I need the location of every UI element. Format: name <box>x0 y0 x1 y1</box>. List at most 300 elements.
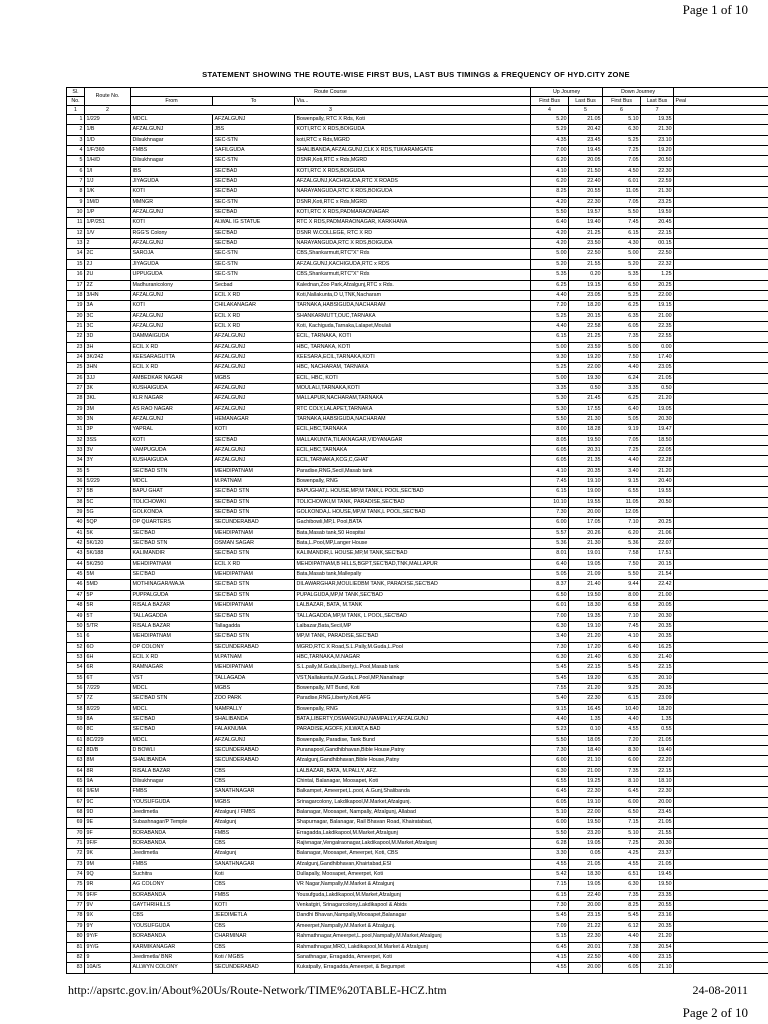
via-cell: CBS,Shankarmutt,RTC"X" Rds <box>295 270 531 280</box>
table-row <box>67 508 768 518</box>
from-cell: MDCL <box>131 115 213 125</box>
route-no-cell: 2 <box>85 239 131 249</box>
sl-no-cell: 40 <box>67 518 85 528</box>
up-first-bus-cell: 5.15 <box>531 932 569 942</box>
sl-no-cell: 66 <box>67 787 85 797</box>
table-row <box>67 580 768 590</box>
from-cell: FMBS <box>131 787 213 797</box>
down-last-bus-cell: 20.25 <box>641 518 674 528</box>
route-no-cell: 5R <box>85 601 131 611</box>
peak-freq-cell <box>674 621 768 631</box>
sl-no-cell: 32 <box>67 435 85 445</box>
sl-no-cell: 70 <box>67 828 85 838</box>
route-no-cell: 5K/188 <box>85 549 131 559</box>
via-cell: Bata,Masab tank,S0 Hospital <box>295 528 531 538</box>
up-first-bus-cell: 6.15 <box>531 890 569 900</box>
up-first-bus-cell: 6.00 <box>531 756 569 766</box>
via-cell: Rahmathnagar,Ameerpet,L.pool,Nampally,M.Market,Afzalgunj <box>295 932 531 942</box>
up-last-bus-cell: 20.26 <box>569 528 603 538</box>
to-cell: SECUNDERABAD <box>213 963 295 973</box>
from-cell: MDCL <box>131 735 213 745</box>
table-row <box>67 932 768 942</box>
route-no-cell: 8R <box>85 766 131 776</box>
route-no-cell: 9E <box>85 818 131 828</box>
down-first-bus-cell: 6.35 <box>603 311 641 321</box>
down-first-bus-cell: 3.40 <box>603 466 641 476</box>
sl-no-cell: 61 <box>67 735 85 745</box>
up-first-bus-cell: 6.01 <box>531 601 569 611</box>
route-no-cell: 9Q <box>85 870 131 880</box>
table-row <box>67 745 768 755</box>
down-first-bus-cell: 4.40 <box>603 932 641 942</box>
to-cell: AFZALGUNJ <box>213 456 295 466</box>
peak-freq-cell <box>674 321 768 331</box>
up-first-bus-cell: 6.05 <box>531 797 569 807</box>
route-no-cell: 8/229 <box>85 704 131 714</box>
via-cell: ECIL,HBC,TARNAKA <box>295 446 531 456</box>
route-no-cell: 9A <box>85 777 131 787</box>
sl-no-cell: 15 <box>67 259 85 269</box>
from-cell: SHALIBANDA <box>131 756 213 766</box>
via-cell: NARAYANGUDA,RTC X RDS,BOIGUDA <box>295 187 531 197</box>
table-row <box>67 218 768 228</box>
table-row <box>67 352 768 362</box>
from-cell: Jeedimetla/ BNR <box>131 952 213 962</box>
up-last-bus-cell: 0.20 <box>569 270 603 280</box>
sl-no-cell: 78 <box>67 911 85 921</box>
sl-no-cell: 1 <box>67 115 85 125</box>
down-first-bus-cell: 5.10 <box>603 828 641 838</box>
via-cell: Bata,L.Pool,MP,Langer House <box>295 539 531 549</box>
down-first-bus-cell: 5.25 <box>603 290 641 300</box>
down-first-bus-cell: 7.05 <box>603 197 641 207</box>
down-last-bus-cell: 23.25 <box>641 197 674 207</box>
up-last-bus-cell: 19.20 <box>569 352 603 362</box>
route-no-cell: 2J <box>85 259 131 269</box>
from-cell: SEC'BAD STN <box>131 694 213 704</box>
up-last-bus-cell: 19.30 <box>569 373 603 383</box>
up-last-bus-cell: 22.15 <box>569 663 603 673</box>
to-cell: Afzalgunj <box>213 818 295 828</box>
table-row <box>67 228 768 238</box>
to-cell: JBS <box>213 125 295 135</box>
down-last-bus-cell: 21.00 <box>641 590 674 600</box>
down-last-bus-cell: 18.10 <box>641 777 674 787</box>
route-no-cell: 1/J <box>85 177 131 187</box>
peak-freq-cell <box>674 115 768 125</box>
sl-no-cell: 6 <box>67 166 85 176</box>
sl-no-cell: 37 <box>67 487 85 497</box>
table-row <box>67 942 768 952</box>
via-cell: DSNR,Koti,RTC x Rds,MGRD <box>295 156 531 166</box>
peak-freq-cell <box>674 559 768 569</box>
up-first-bus-cell: 6.00 <box>531 818 569 828</box>
table-row <box>67 890 768 900</box>
sl-no-cell: 17 <box>67 280 85 290</box>
down-last-bus-cell: 22.05 <box>641 446 674 456</box>
down-first-bus-cell: 7.35 <box>603 766 641 776</box>
up-last-bus-cell: 19.20 <box>569 673 603 683</box>
up-last-bus-cell: 18.30 <box>569 870 603 880</box>
down-first-bus-cell: 5.10 <box>603 115 641 125</box>
via-cell: KALIMANDIR,L HOUSE,MP,M TANK,SEC'BAD <box>295 549 531 559</box>
down-last-bus-cell: 21.10 <box>641 963 674 973</box>
up-last-bus-cell: 19.57 <box>569 208 603 218</box>
up-first-bus-cell: 5.50 <box>531 828 569 838</box>
table-row <box>67 683 768 693</box>
route-no-cell: 2Z <box>85 280 131 290</box>
down-last-bus-cell: 22.59 <box>641 177 674 187</box>
table-row <box>67 611 768 621</box>
up-first-bus-cell: 6.15 <box>531 332 569 342</box>
down-last-bus-cell: 21.54 <box>641 570 674 580</box>
table-row <box>67 952 768 962</box>
down-first-bus-cell: 4.25 <box>603 849 641 859</box>
table-row <box>67 187 768 197</box>
to-cell: SEC'BAD <box>213 208 295 218</box>
sl-no-cell: 45 <box>67 570 85 580</box>
sl-no-cell: 52 <box>67 642 85 652</box>
to-cell: MEHDIPATNAM <box>213 601 295 611</box>
page-number-bottom: Page 2 of 10 <box>682 1005 748 1020</box>
route-no-cell: 5B <box>85 487 131 497</box>
down-last-bus-cell: 23.05 <box>641 363 674 373</box>
up-last-bus-cell: 18.30 <box>569 601 603 611</box>
up-last-bus-cell: 21.05 <box>569 859 603 869</box>
up-last-bus-header: Last Bus <box>569 97 603 106</box>
sl-no-cell: 13 <box>67 239 85 249</box>
peak-freq-cell <box>674 477 768 487</box>
to-cell: CHILAKANAGAR <box>213 301 295 311</box>
peak-freq-cell <box>674 508 768 518</box>
down-last-bus-cell: 21.05 <box>641 735 674 745</box>
to-cell: FALAKNUMA <box>213 725 295 735</box>
via-cell: NARAYANGUDA,RTC X RDS,BOIGUDA <box>295 239 531 249</box>
peak-freq-cell <box>674 890 768 900</box>
down-last-bus-cell: 23.10 <box>641 135 674 145</box>
up-last-bus-cell: 20.42 <box>569 125 603 135</box>
from-cell: RISALA BAZAR <box>131 621 213 631</box>
from-cell: YOUSUFGUDA <box>131 921 213 931</box>
down-first-bus-cell: 8.10 <box>603 777 641 787</box>
table-row <box>67 332 768 342</box>
table-row <box>67 456 768 466</box>
via-cell: Dandhi Bhavan,Nampally,Moosapet,Balanagar <box>295 911 531 921</box>
down-first-bus-cell: 7.25 <box>603 146 641 156</box>
down-last-bus-cell: 19.47 <box>641 425 674 435</box>
from-cell: TALLAGADDA <box>131 611 213 621</box>
sl-no-cell: 80 <box>67 932 85 942</box>
down-first-bus-cell: 7.10 <box>603 611 641 621</box>
to-cell: MGBS <box>213 797 295 807</box>
via-cell: VST,Nallakunta,M.Guda,L.Pool,MP,Nanalnagr <box>295 673 531 683</box>
to-cell: SHALIBANDA <box>213 714 295 724</box>
route-no-cell: 3D <box>85 332 131 342</box>
up-first-bus-cell: 7.30 <box>531 642 569 652</box>
col-num-blank <box>674 106 768 115</box>
peak-freq-cell <box>674 683 768 693</box>
down-first-bus-cell: 7.58 <box>603 549 641 559</box>
to-cell: CBS <box>213 921 295 931</box>
up-first-bus-cell: 5.00 <box>531 373 569 383</box>
peak-freq-cell <box>674 414 768 424</box>
table-row <box>67 621 768 631</box>
up-first-bus-cell: 4.35 <box>531 135 569 145</box>
down-first-bus-cell: 9.15 <box>603 477 641 487</box>
table-row <box>67 166 768 176</box>
route-no-cell: 9R <box>85 880 131 890</box>
up-last-bus-cell: 20.00 <box>569 508 603 518</box>
to-cell: NAMPALLY <box>213 704 295 714</box>
table-row <box>67 911 768 921</box>
from-cell: D BOWLI <box>131 745 213 755</box>
from-cell: SEC'BAD <box>131 725 213 735</box>
up-first-bus-cell: 5.42 <box>531 870 569 880</box>
table-row <box>67 208 768 218</box>
to-cell: SEC'BAD <box>213 228 295 238</box>
col-num-2: 2 <box>85 106 131 115</box>
route-no-cell: 9Y/G <box>85 942 131 952</box>
from-cell: SEC'BAD <box>131 714 213 724</box>
down-last-bus-cell: 22.50 <box>641 249 674 259</box>
to-cell: ALWAL IG STATUE <box>213 218 295 228</box>
table-row <box>67 115 768 125</box>
up-first-bus-cell: 7.09 <box>531 921 569 931</box>
up-last-bus-cell: 20.15 <box>569 311 603 321</box>
down-first-bus-cell: 6.00 <box>603 797 641 807</box>
table-row <box>67 963 768 973</box>
sl-no-cell: 20 <box>67 311 85 321</box>
up-last-bus-cell: 22.58 <box>569 321 603 331</box>
from-cell: KALIMANDIR <box>131 549 213 559</box>
up-first-bus-cell: 3.35 <box>531 383 569 393</box>
down-first-bus-cell: 8.30 <box>603 745 641 755</box>
down-first-bus-cell: 5.20 <box>603 259 641 269</box>
route-no-cell: 3Y <box>85 456 131 466</box>
table-row <box>67 497 768 507</box>
down-last-bus-cell: 20.00 <box>641 797 674 807</box>
from-cell: AFZALGUNJ <box>131 290 213 300</box>
to-cell: SANATHNAGAR <box>213 859 295 869</box>
down-first-bus-cell: 9.19 <box>603 425 641 435</box>
sl-no-cell: 39 <box>67 508 85 518</box>
table-row <box>67 487 768 497</box>
peak-freq-cell <box>674 745 768 755</box>
table-row <box>67 528 768 538</box>
route-no-cell: 6H <box>85 652 131 662</box>
up-last-bus-cell: 21.20 <box>569 683 603 693</box>
to-cell: AFZALGUNJ <box>213 446 295 456</box>
to-cell: SEC-STN <box>213 156 295 166</box>
from-cell: ECIL X RD <box>131 342 213 352</box>
sl-no-cell: 27 <box>67 383 85 393</box>
via-cell: SHANKARMUTT,OUC,TARNAKA <box>295 311 531 321</box>
via-cell: Bowenpally, MT Bund, Koti <box>295 683 531 693</box>
up-first-bus-cell: 5.05 <box>531 570 569 580</box>
table-row <box>67 259 768 269</box>
route-no-cell: 5 <box>85 466 131 476</box>
peak-freq-cell <box>674 756 768 766</box>
up-last-bus-cell: 17.05 <box>569 518 603 528</box>
from-cell: MEHDIPATNAM <box>131 632 213 642</box>
down-last-bus-cell: 20.55 <box>641 901 674 911</box>
table-row <box>67 663 768 673</box>
peak-freq-cell <box>674 828 768 838</box>
sl-no-cell: 65 <box>67 777 85 787</box>
up-last-bus-cell: 21.40 <box>569 580 603 590</box>
table-row <box>67 787 768 797</box>
up-last-bus-cell: 19.05 <box>569 880 603 890</box>
route-no-header: Route No. <box>85 88 131 106</box>
table-row <box>67 321 768 331</box>
route-no-cell: 1/K <box>85 187 131 197</box>
peak-freq-cell <box>674 280 768 290</box>
up-first-bus-cell: 7.15 <box>531 880 569 890</box>
down-last-bus-cell: 20.50 <box>641 497 674 507</box>
via-cell: BATA,LIBERTY,OSMANGUNJ,NAMPALLY,AFZALGUNJ <box>295 714 531 724</box>
column-number-row <box>67 106 768 115</box>
up-last-bus-cell: 19.01 <box>569 549 603 559</box>
peak-freq-cell <box>674 270 768 280</box>
table-row <box>67 735 768 745</box>
up-first-bus-cell: 6.45 <box>531 787 569 797</box>
from-cell: MEHDIPATNAM <box>131 559 213 569</box>
from-cell: KARMIKANAGAR <box>131 942 213 952</box>
sl-no-cell: 8 <box>67 187 85 197</box>
sl-no-cell: 82 <box>67 952 85 962</box>
to-cell: MEHDIPATNAM <box>213 466 295 476</box>
up-last-bus-cell: 19.10 <box>569 477 603 487</box>
from-cell: UPPUGUDA <box>131 270 213 280</box>
down-first-bus-cell: 4.30 <box>603 239 641 249</box>
table-row <box>67 652 768 662</box>
down-first-bus-cell: 6.50 <box>603 808 641 818</box>
via-cell: HBC, TARNAKA, KOTI <box>295 342 531 352</box>
up-last-bus-cell: 23.59 <box>569 342 603 352</box>
sl-no-cell: 63 <box>67 756 85 766</box>
peak-freq-cell <box>674 777 768 787</box>
to-cell: SEC-STN <box>213 135 295 145</box>
down-last-bus-cell: 22.28 <box>641 456 674 466</box>
peak-freq-cell <box>674 963 768 973</box>
up-last-bus-cell: 21.25 <box>569 228 603 238</box>
to-cell: SEC'BAD STN <box>213 549 295 559</box>
up-first-bus-cell: 6.50 <box>531 590 569 600</box>
route-no-cell: 10A/S <box>85 963 131 973</box>
table-row <box>67 197 768 207</box>
footer-url: http://apsrtc.gov.in/About%20Us/Route-Network/TIME%20TABLE-HCZ.htm <box>68 983 447 997</box>
up-last-bus-cell: 21.40 <box>569 652 603 662</box>
sl-no-cell: 18 <box>67 290 85 300</box>
route-no-cell: 3A <box>85 301 131 311</box>
via-cell: CBS,Shankarmutt,RTC"X" Rds <box>295 249 531 259</box>
table-row <box>67 290 768 300</box>
to-cell: CBS <box>213 942 295 952</box>
from-cell: MMNGR <box>131 197 213 207</box>
down-last-bus-cell: 21.40 <box>641 652 674 662</box>
up-last-bus-cell: 17.20 <box>569 642 603 652</box>
from-cell: AFZALGUNJ <box>131 321 213 331</box>
down-first-bus-cell: 5.45 <box>603 911 641 921</box>
from-header: From <box>131 97 213 106</box>
down-last-bus-cell: 22.20 <box>641 756 674 766</box>
to-cell: HEMANAGAR <box>213 414 295 424</box>
route-timings-table <box>66 87 768 974</box>
table-row <box>67 859 768 869</box>
to-cell: SEC'BAD STN <box>213 590 295 600</box>
peak-freq-cell <box>674 125 768 135</box>
table-row <box>67 518 768 528</box>
to-cell: AFZALGUNJ <box>213 352 295 362</box>
down-first-bus-cell: 5.50 <box>603 570 641 580</box>
to-cell: SEC'BAD STN <box>213 580 295 590</box>
down-first-bus-cell: 6.24 <box>603 373 641 383</box>
peak-freq-cell <box>674 735 768 745</box>
sl-no-cell: 38 <box>67 497 85 507</box>
down-last-bus-cell: 22.15 <box>641 663 674 673</box>
table-row <box>67 642 768 652</box>
down-first-bus-cell: 12.05 <box>603 508 641 518</box>
from-cell: RISALA BAZAR <box>131 601 213 611</box>
sl-no-cell: 33 <box>67 446 85 456</box>
to-cell: SEC-STN <box>213 197 295 207</box>
route-no-cell: 6O <box>85 642 131 652</box>
down-last-bus-cell: 23.45 <box>641 808 674 818</box>
down-first-bus-cell: 3.35 <box>603 383 641 393</box>
from-cell: KUSHAIGUDA <box>131 383 213 393</box>
route-no-cell: 9 <box>85 952 131 962</box>
up-last-bus-cell: 21.09 <box>569 570 603 580</box>
up-first-bus-cell: 5.50 <box>531 414 569 424</box>
from-cell: IBS <box>131 166 213 176</box>
down-last-bus-cell: 00.15 <box>641 239 674 249</box>
up-last-bus-cell: 21.05 <box>569 115 603 125</box>
up-last-bus-cell: 22.30 <box>569 932 603 942</box>
sl-no-cell: 36 <box>67 477 85 487</box>
via-cell: Balanagar, Moosapet, Nampally, Afzalgunj, Allabad <box>295 808 531 818</box>
via-cell: SHALIBANDA,AFZALGUNJ,CLK X RDS,TUKARAMGATE <box>295 146 531 156</box>
via-cell: Lalbazar,Bata,Secil,MP <box>295 621 531 631</box>
via-cell: Koti, Kachiguda,Tarnaka,Lalapet,Moulali <box>295 321 531 331</box>
up-first-bus-cell: 7.20 <box>531 301 569 311</box>
table-row <box>67 539 768 549</box>
up-first-bus-cell: 9.30 <box>531 352 569 362</box>
to-cell: SEC'BAD <box>213 435 295 445</box>
to-cell: OSMAN SAGAR <box>213 539 295 549</box>
to-cell: CBS <box>213 839 295 849</box>
up-last-bus-cell: 22.50 <box>569 952 603 962</box>
down-first-bus-cell: 7.45 <box>603 621 641 631</box>
peak-freq-cell <box>674 177 768 187</box>
from-cell: OP QUARTERS <box>131 518 213 528</box>
via-cell: Rahmathnagar,MRO, Lakdikapool,M.Market & Afzalgunj <box>295 942 531 952</box>
via-cell: Paradise,RNG,Liberty,Koti,AFG <box>295 694 531 704</box>
down-last-bus-cell: 20.35 <box>641 632 674 642</box>
route-no-cell: 5/229 <box>85 477 131 487</box>
down-first-bus-cell: 4.40 <box>603 456 641 466</box>
peak-freq-cell <box>674 580 768 590</box>
peak-freq-cell <box>674 870 768 880</box>
up-last-bus-cell: 19.00 <box>569 487 603 497</box>
up-last-bus-cell: 20.31 <box>569 446 603 456</box>
sl-no-cell: 34 <box>67 456 85 466</box>
to-cell: SEC'BAD STN <box>213 611 295 621</box>
down-first-bus-cell: 7.50 <box>603 559 641 569</box>
col-num-7: 7 <box>641 106 674 115</box>
up-last-bus-cell: 22.00 <box>569 808 603 818</box>
to-cell: SECUNDERABAD <box>213 745 295 755</box>
down-last-bus-cell: 20.40 <box>641 477 674 487</box>
